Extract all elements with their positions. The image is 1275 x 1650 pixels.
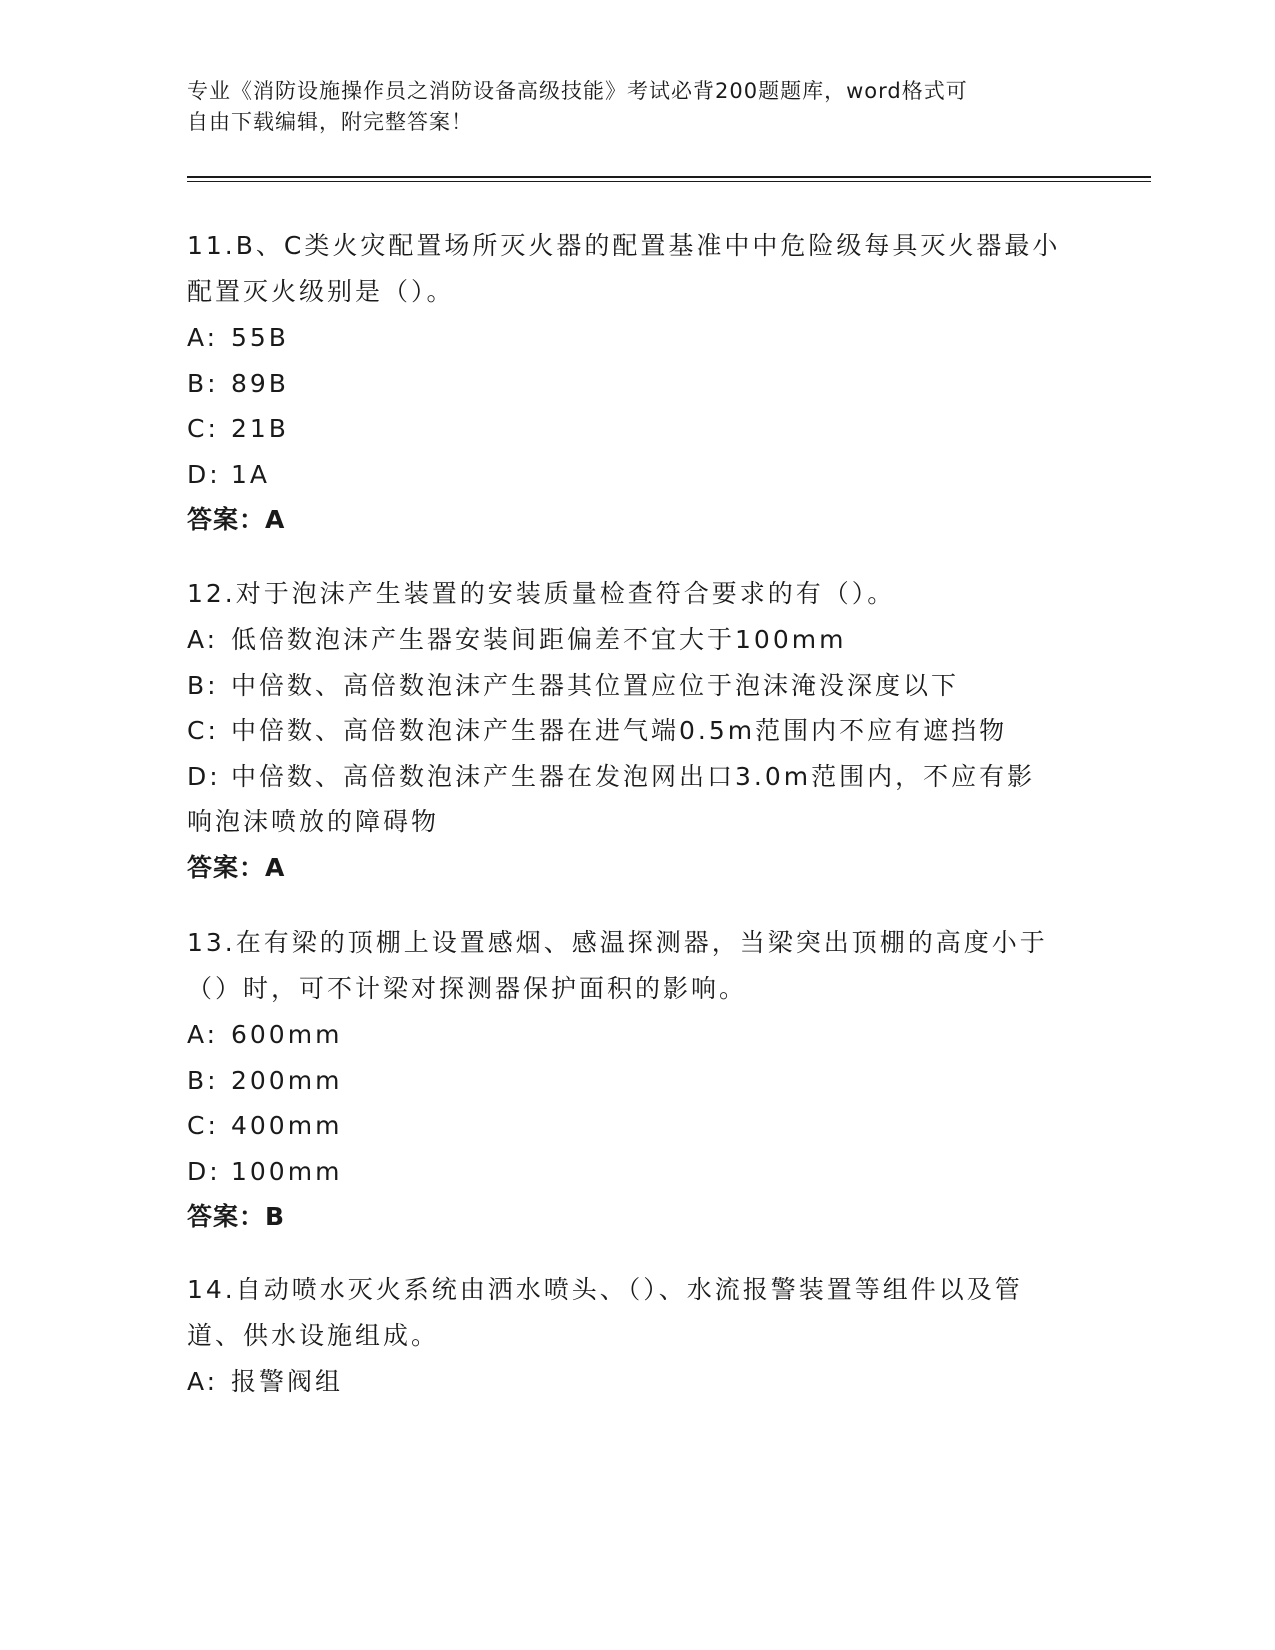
option-text: 中倍数、高倍数泡沫产生器在进气端0.5m范围内不应有遮挡物	[231, 716, 1008, 745]
option-letter: C:	[187, 716, 219, 745]
option-letter: D:	[187, 761, 221, 791]
option-text: 55B	[231, 323, 289, 352]
answer-value: A	[265, 505, 286, 534]
answer-line	[187, 845, 1087, 891]
option-text: 600mm	[231, 1020, 343, 1049]
question-stem-line-2: 道、供水设施组成。	[187, 1321, 440, 1350]
answer-label: 答案：	[187, 505, 266, 534]
option-letter: C:	[187, 1111, 219, 1140]
option-b	[187, 361, 1087, 407]
question-stem-line-1: 12.对于泡沫产生装置的安装质量检查符合要求的有（）。	[187, 579, 896, 608]
answer-label: 答案：	[187, 852, 266, 882]
option-text: 低倍数泡沫产生器安装间距偏差不宜大于100mm	[231, 625, 847, 654]
option-text: 200mm	[231, 1065, 343, 1095]
option-c	[187, 708, 1087, 754]
option-text: 100mm	[231, 1156, 343, 1186]
option-a	[187, 617, 1087, 663]
question-stem-line-1: 14.自动喷水灭火系统由洒水喷头、（）、水流报警装置等组件以及管	[187, 1275, 1023, 1304]
question-11	[187, 223, 1087, 543]
option-text: 中倍数、高倍数泡沫产生器在发泡网出口3.0m范围内，不应有影	[231, 761, 1036, 791]
option-c	[187, 1103, 1087, 1149]
document-header	[187, 76, 1067, 138]
option-letter: A:	[187, 323, 219, 352]
option-a	[187, 1012, 1087, 1058]
header-divider-thin	[187, 181, 1151, 182]
question-stem-line-1: 13.在有梁的顶棚上设置感烟、感温探测器，当梁突出顶棚的高度小于	[187, 928, 1048, 957]
option-letter: A:	[187, 625, 219, 654]
answer-value: A	[265, 852, 286, 882]
answer-label: 答案：	[187, 1202, 266, 1231]
option-text: 89B	[231, 368, 289, 398]
question-stem-line-1: 11.B、C类火灾配置场所灭火器的配置基准中中危险级每具灭火器最小	[187, 231, 1061, 260]
option-letter: D:	[187, 459, 221, 489]
option-d	[187, 1149, 1087, 1195]
option-d	[187, 754, 1087, 800]
option-text-continuation: 响泡沫喷放的障碍物	[187, 807, 440, 836]
option-text: 1A	[231, 459, 271, 489]
question-14	[187, 1267, 1087, 1405]
answer-value: B	[265, 1202, 286, 1231]
option-a	[187, 315, 1087, 361]
header-divider-thick	[187, 176, 1151, 178]
option-letter: B:	[187, 368, 219, 398]
header-intro-line-2: 自由下载编辑，附完整答案！	[187, 110, 473, 134]
option-letter: A:	[187, 1367, 219, 1396]
option-text: 中倍数、高倍数泡沫产生器其位置应位于泡沫淹没深度以下	[231, 670, 960, 700]
question-12	[187, 571, 1087, 891]
question-13	[187, 920, 1087, 1240]
answer-line	[187, 497, 1087, 543]
option-a	[187, 1359, 1087, 1405]
question-stem-line-2: 配置灭火级别是（）。	[187, 277, 455, 306]
question-stem-line-2: （）时，可不计梁对探测器保护面积的影响。	[187, 974, 748, 1003]
option-d-continuation	[187, 799, 1087, 845]
option-letter: B:	[187, 1065, 219, 1095]
option-letter: B:	[187, 670, 219, 700]
option-text: 21B	[231, 414, 289, 443]
option-text: 报警阀组	[231, 1367, 344, 1396]
option-text: 400mm	[231, 1111, 343, 1140]
option-b	[187, 1058, 1087, 1104]
option-letter: A:	[187, 1020, 219, 1049]
option-b	[187, 663, 1087, 709]
option-letter: D:	[187, 1156, 221, 1186]
option-c	[187, 406, 1087, 452]
header-intro-line-1: 专业《消防设施操作员之消防设备高级技能》考试必背200题题库，word格式可	[187, 79, 968, 103]
answer-line	[187, 1194, 1087, 1240]
option-letter: C:	[187, 414, 219, 443]
option-d	[187, 452, 1087, 498]
